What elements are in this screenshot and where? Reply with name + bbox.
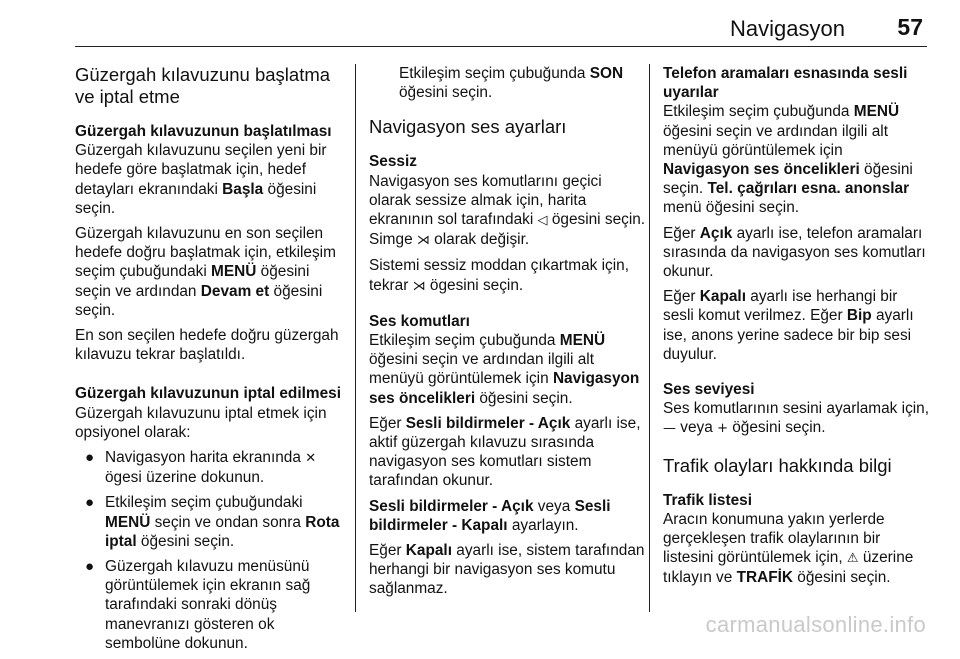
page-number: 57 (897, 14, 923, 40)
paragraph: Sesli bildirmeler - Açık veya Sesli bildirmeler - Kapalı ayarlayın. (369, 497, 611, 534)
close-icon: ✕ (305, 451, 317, 467)
subheading-cancel: Güzergah kılavuzunun iptal edilmesi (75, 385, 341, 403)
heading-traffic: Trafik olayları hakkında bilgi (663, 454, 892, 476)
muted-icon: ⋊ (416, 233, 430, 249)
subheading-start: Güzergah kılavuzunun başlatılması (75, 123, 332, 140)
subheading-voice-prompts: Ses komutları (369, 312, 470, 330)
muted-icon: ⋊ (412, 278, 426, 294)
paragraph: Etkileşim seçim çubuğunda SON öğesini seçin. (399, 65, 624, 102)
watermark: carmanualsonline.info (705, 612, 926, 637)
paragraph: Eğer Açık ayarlı ise, telefon aramaları sırasında da navigasyon ses komutları okunur. (663, 224, 926, 281)
paragraph: En son seçilen hedefe doğru güzergah kılavuzu tekrar başlatıldı. (75, 327, 339, 364)
paragraph: Ses komutlarının sesini ayarlamak için, — veya + öğesini seçin. (663, 400, 930, 437)
list-item: ● Güzergah kılavuzu menüsünü görüntülemek için ekranın sağ tarafındaki sonraki dönüş manevranızı gösteren ok sembolüne dokunun. (85, 558, 311, 652)
paragraph: Eğer Kapalı ayarlı ise, sistem tarafından herhangi bir navigasyon ses komutu sağlanmaz. (369, 542, 645, 598)
paragraph: Sistemi sessiz moddan çıkartmak için, tekrar ⋊ ögesini seçin. (369, 257, 630, 294)
minus-icon: — (663, 421, 676, 437)
paragraph: Güzergah kılavuzunu iptal etmek için opsiyonel olarak: (75, 404, 327, 441)
traffic-warning-icon: ⚠ (846, 551, 859, 567)
column-divider-2 (649, 64, 650, 612)
subheading-volume: Ses seviyesi (663, 381, 755, 399)
column-3 (663, 64, 931, 594)
section-title: Navigasyon (730, 16, 845, 41)
subheading-mute: Sessiz (369, 153, 417, 171)
paragraph: Aracın konumuna yakın yerlerde gerçekleşen trafik olaylarının bir listesini görüntülemek için, ⚠ üzerine tıklayın ve TRAFİK öğesini seçin. (663, 510, 914, 587)
plus-icon: + (717, 421, 728, 437)
bullet-list (75, 448, 347, 653)
subheading-phone-calls: Telefon aramaları esnasında sesli uyarılar (663, 65, 908, 102)
mute-icon: ◁ (537, 213, 548, 229)
paragraph: Etkileşim seçim çubuğunda MENÜ öğesini seçin ve ardından ilgili alt menüyü görüntülemek için Navigasyon ses öncelikleri öğesini seçin. Tel. çağrıları esna. anonslar menü öğesini seçin. (663, 103, 913, 217)
list-item: ● Navigasyon harita ekranında ✕ ögesi üzerine dokunun. (85, 449, 317, 487)
paragraph: Navigasyon ses komutlarını geçici olarak sessize almak için, harita ekranının sol tarafındaki ◁ ögesini seçin. Simge ⋊ olarak değişir. (369, 172, 646, 249)
paragraph: Etkileşim seçim çubuğunda MENÜ öğesini seçin ve ardından ilgili alt menüyü görüntülemek için Navigasyon ses öncelikleri öğesini seçin. (369, 332, 640, 407)
paragraph: Eğer Kapalı ayarlı ise herhangi bir sesli komut verilmez. Eğer Bip ayarlı ise, anons yerine sadece bir bip sesi duyulur. (663, 288, 914, 363)
paragraph: Eğer Sesli bildirmeler - Açık ayarlı ise, aktif güzergah kılavuzu sırasında navigasyon ses komutları sistem tarafından okunur. (369, 414, 641, 490)
column-2 (369, 64, 647, 605)
subheading-traffic-list: Trafik listesi (663, 491, 752, 509)
column-divider-1 (355, 64, 356, 612)
page-header (75, 0, 927, 47)
column-1 (75, 64, 347, 659)
heading-guidance: Güzergah kılavuzunu başlatma ve iptal etme (75, 64, 331, 107)
paragraph: Güzergah kılavuzunu en son seçilen hedefe doğru başlatmak için, etkileşim seçim çubuğundaki MENÜ öğesini seçin ve ardından Devam et öğesini seçin. (75, 225, 336, 319)
paragraph: Güzergah kılavuzunu seçilen yeni bir hedefe göre başlatmak için, hedef detayları ekranındaki Başla öğesini seçin. (75, 142, 327, 217)
list-item: ● Etkileşim seçim çubuğundaki MENÜ seçin ve ondan sonra Rota iptal öğesini seçin. (85, 494, 340, 550)
heading-voice-settings: Navigasyon ses ayarları (369, 116, 567, 138)
